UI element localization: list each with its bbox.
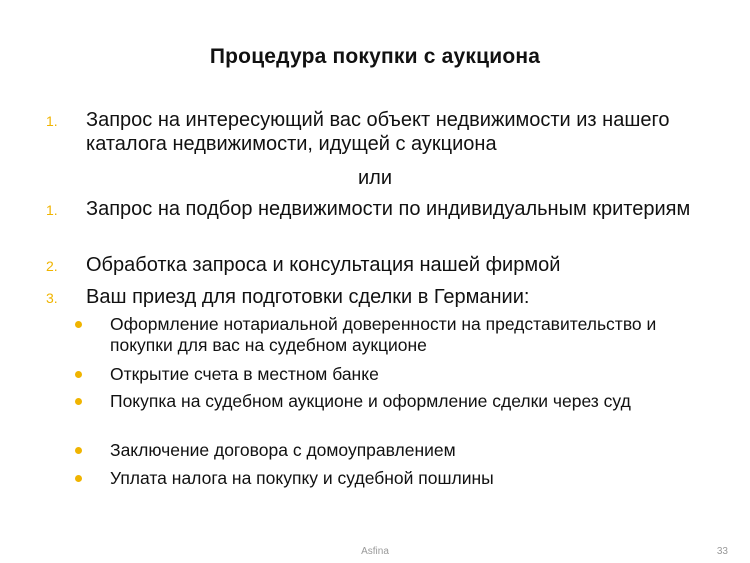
item-number: 1. — [46, 202, 58, 218]
footer-company: Asfina — [361, 546, 389, 557]
item-number: 2. — [46, 258, 58, 274]
bullet-dot-icon — [75, 398, 82, 405]
item-text: Ваш приезд для подготовки сделки в Германии: — [86, 286, 530, 308]
slide-title: Процедура покупки с аукциона — [209, 45, 541, 68]
item-number: 3. — [46, 290, 58, 306]
bullet-text: Заключение договора с домоуправлением — [110, 440, 456, 460]
item-text: Запрос на подбор недвижимости по индивидуальным критериям — [86, 198, 691, 220]
item-text: Обработка запроса и консультация нашей фирмой — [86, 254, 561, 276]
item-number: 1. — [46, 113, 58, 129]
bullet-text: Открытие счета в местном банке — [110, 364, 379, 384]
item-text: Запрос на интересующий вас объект недвижимости из нашего каталога недвижимости, идущей с аукциона — [86, 109, 670, 155]
bullet-text: Покупка на судебном аукционе и оформление сделки через суд — [110, 391, 631, 411]
bullet-text: Оформление нотариальной доверенности на представительство и покупки для вас на судебном аукционе — [110, 314, 657, 355]
page-number: 33 — [716, 546, 728, 557]
bullet-dot-icon — [75, 475, 82, 482]
bullet-dot-icon — [75, 371, 82, 378]
bullet-dot-icon — [75, 447, 82, 454]
separator-text: или — [357, 167, 392, 189]
bullet-text: Уплата налога на покупку и судебной пошлины — [110, 468, 494, 488]
bullet-dot-icon — [75, 321, 82, 328]
